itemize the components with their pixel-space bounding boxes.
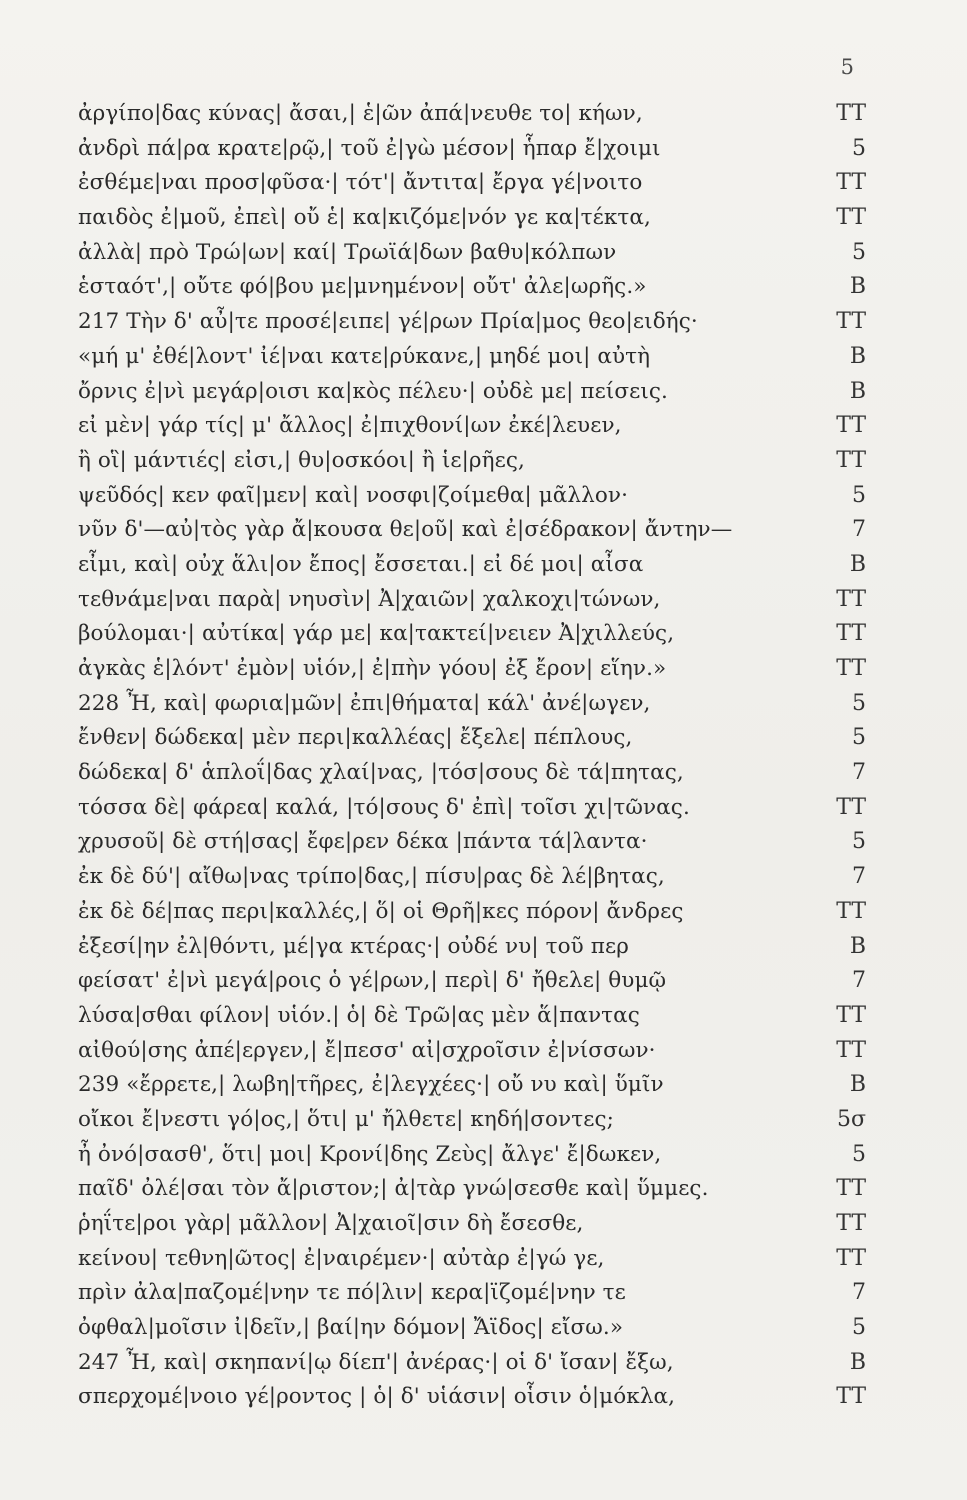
verse-line bbox=[78, 201, 866, 236]
line-tag: 7 bbox=[852, 968, 866, 994]
line-tag: TT bbox=[836, 1384, 866, 1410]
verse-text: ἐκ δὲ δύ'| αἴθω|νας τρίπο|δας,| πίσυ|ρας δὲ λέ|βητας, bbox=[78, 864, 665, 890]
line-tag: B bbox=[849, 933, 866, 959]
line-tag: 7 bbox=[852, 864, 866, 890]
line-tag: TT bbox=[836, 413, 866, 439]
verse-line bbox=[78, 513, 866, 548]
verse-line bbox=[78, 999, 866, 1034]
verse-line bbox=[78, 930, 866, 965]
verse-text: ἐξεσί|ην ἐλ|θόντι, μέ|γα κτέρας·| οὐδέ νυ| τοῦ περ bbox=[78, 933, 629, 959]
verse-text: ὀφθαλ|μοῖσιν ἰ|δεῖν,| βαί|ην δόμον| Ἄϊδος| εἴσω.» bbox=[78, 1315, 624, 1341]
line-tag: B bbox=[849, 1349, 866, 1375]
verse-line bbox=[78, 687, 866, 722]
verse-text: νῦν δ'—αὐ|τὸς γὰρ ἄ|κουσα θε|οῦ| καὶ ἐ|σέδρακον| ἄντην— bbox=[78, 517, 733, 543]
line-tag: TT bbox=[836, 309, 866, 335]
verse-line bbox=[78, 964, 866, 999]
line-tag: TT bbox=[836, 1002, 866, 1028]
verse-text: ῥηΐτε|ροι γὰρ| μᾶλλον| Ἀ|χαιοῖ|σιν δὴ ἔσεσθε, bbox=[78, 1211, 584, 1236]
line-tag: B bbox=[849, 378, 866, 404]
verse-text: λύσα|σθαι φίλον| υἱόν.| ὁ| δὲ Τρῶ|ας μὲν ἅ|παντας bbox=[78, 1002, 640, 1028]
verse-text: 228 Ἦ, καὶ| φωρια|μῶν| ἐπι|θήματα| κάλ' ἀνέ|ωγεν, bbox=[78, 690, 651, 716]
verse-line bbox=[78, 1276, 866, 1311]
verse-text: βούλομαι·| αὐτίκα| γάρ με| κα|τακτεί|νειεν Ἀ|χιλλεύς, bbox=[78, 621, 675, 647]
line-tag: 5 bbox=[852, 1141, 866, 1167]
verse-text: τεθνάμε|ναι παρὰ| νηυσὶν| Ἀ|χαιῶν| χαλκοχι|τώνων, bbox=[78, 586, 661, 612]
line-tag: 5 bbox=[852, 1315, 866, 1341]
verse-text: ἀγκὰς ἑ|λόντ' ἐμὸν| υἱόν,| ἐ|πὴν γόου| ἐξ ἔρον| εἵην.» bbox=[78, 656, 667, 681]
verse-text: πρὶν ἀλα|παζομέ|νην τε πό|λιν| κερα|ϊζομέ|νην τε bbox=[78, 1280, 626, 1306]
line-tag: TT bbox=[836, 621, 866, 647]
verse-line bbox=[78, 756, 866, 791]
verse-line bbox=[78, 1034, 866, 1069]
line-tag: TT bbox=[836, 1211, 866, 1236]
line-tag: TT bbox=[836, 1245, 866, 1271]
verse-line bbox=[78, 444, 866, 479]
verse-line bbox=[78, 860, 866, 895]
verse-line bbox=[78, 617, 866, 652]
verse-text: ψεῦδός| κεν φαῖ|μεν| καὶ| νοσφι|ζοίμεθα| μᾶλλον· bbox=[78, 482, 629, 508]
line-tag: TT bbox=[836, 1037, 866, 1063]
verse-text: ἀλλὰ| πρὸ Τρώ|ων| καί| Τρωϊά|δων βαθυ|κόλπων bbox=[78, 239, 617, 265]
verse-line bbox=[78, 479, 866, 514]
verse-line bbox=[78, 166, 866, 201]
line-tag: TT bbox=[836, 170, 866, 196]
verse-line bbox=[78, 132, 866, 167]
line-tag: TT bbox=[836, 586, 866, 612]
verse-text: οἴκοι ἔ|νεστι γό|ος,| ὅτι| μ' ἤλθετε| κηδή|σοντες; bbox=[78, 1106, 614, 1132]
verse-block bbox=[78, 97, 866, 1415]
verse-text: εἶμι, καὶ| οὐχ ἅλι|ον ἔπος| ἔσσεται.| εἰ δέ μοι| αἶσα bbox=[78, 551, 644, 577]
verse-text: αἰθού|σης ἀπέ|εργεν,| ἔ|πεσσ' αἰ|σχροῖσιν ἐ|νίσσων· bbox=[78, 1037, 656, 1063]
line-tag: 5 bbox=[852, 829, 866, 855]
verse-line bbox=[78, 409, 866, 444]
verse-text: χρυσοῦ| δὲ στή|σας| ἔφε|ρεν δέκα |πάντα τά|λαντα· bbox=[78, 829, 648, 855]
verse-text: ἐσθέμε|ναι προσ|φῦσα·| τότ'| ἄντιτα| ἔργα γέ|νοιτο bbox=[78, 170, 643, 196]
verse-line bbox=[78, 236, 866, 271]
line-tag: 7 bbox=[852, 760, 866, 786]
verse-line bbox=[78, 305, 866, 340]
verse-line bbox=[78, 721, 866, 756]
verse-text: εἰ μὲν| γάρ τίς| μ' ἄλλος| ἐ|πιχθονί|ων ἐκέ|λευεν, bbox=[78, 413, 622, 439]
verse-line bbox=[78, 895, 866, 930]
verse-line bbox=[78, 583, 866, 618]
line-tag: 5 bbox=[852, 239, 866, 265]
verse-text: παῖδ' ὀλέ|σαι τὸν ἄ|ριστον;| ἀ|τὰρ γνώ|σεσθε καὶ| ὕμμες. bbox=[78, 1176, 709, 1202]
line-tag: 5 bbox=[852, 482, 866, 508]
line-tag: 5 bbox=[852, 135, 866, 161]
verse-text: ἀργίπο|δας κύνας| ἄσαι,| ἑ|ῶν ἀπά|νευθε το| κήων, bbox=[78, 101, 643, 126]
verse-text: ἀνδρὶ πά|ρα κρατε|ρῷ,| τοῦ ἐ|γὼ μέσον| ἧπαρ ἔ|χοιμι bbox=[78, 135, 661, 161]
verse-line bbox=[78, 1380, 866, 1415]
verse-text: 239 «ἔρρετε,| λωβη|τῆρες, ἐ|λεγχέες·| οὔ νυ καὶ| ὕμῖν bbox=[78, 1072, 664, 1098]
line-tag: 5 bbox=[852, 690, 866, 716]
verse-text: «μή μ' ἐθέ|λοντ' ἰέ|ναι κατε|ρύκανε,| μηδέ μοι| αὐτὴ bbox=[78, 343, 651, 369]
page-number: 5 bbox=[840, 55, 854, 79]
verse-line bbox=[78, 270, 866, 305]
verse-line bbox=[78, 791, 866, 826]
line-tag: 7 bbox=[852, 517, 866, 543]
verse-text: 217 Τὴν δ' αὖ|τε προσέ|ειπε| γέ|ρων Πρία|μος θεο|ειδής· bbox=[78, 309, 698, 335]
verse-text: τόσσα δὲ| φάρεα| καλά, |τό|σους δ' ἐπὶ| τοῖσι χι|τῶνας. bbox=[78, 794, 690, 820]
verse-line bbox=[78, 1311, 866, 1346]
verse-line bbox=[78, 1068, 866, 1103]
verse-text: δώδεκα| δ' ἁπλοΐ|δας χλαί|νας, |τόσ|σους δὲ τά|πητας, bbox=[78, 760, 684, 786]
line-tag: TT bbox=[836, 656, 866, 681]
line-tag: TT bbox=[836, 101, 866, 126]
verse-text: 247 Ἦ, καὶ| σκηπανί|ῳ δίεπ'| ἀνέρας·| οἱ δ' ἴσαν| ἔξω, bbox=[78, 1349, 674, 1375]
line-tag: TT bbox=[836, 447, 866, 473]
verse-text: ἔνθεν| δώδεκα| μὲν περι|καλλέας| ἔξελε| πέπλους, bbox=[78, 725, 633, 751]
verse-line bbox=[78, 548, 866, 583]
line-tag: TT bbox=[836, 794, 866, 820]
verse-line bbox=[78, 1242, 866, 1277]
verse-line bbox=[78, 1138, 866, 1173]
verse-line bbox=[78, 340, 866, 375]
verse-line bbox=[78, 652, 866, 687]
verse-text: ἐκ δὲ δέ|πας περι|καλλές,| ὅ| οἱ Θρῆ|κες πόρον| ἄνδρες bbox=[78, 898, 684, 924]
line-tag: TT bbox=[836, 205, 866, 231]
line-tag: B bbox=[849, 343, 866, 369]
verse-line bbox=[78, 1346, 866, 1381]
verse-line bbox=[78, 825, 866, 860]
verse-text: παιδὸς ἐ|μοῦ, ἐπεὶ| οὔ ἑ| κα|κιζόμε|νόν γε κα|τέκτα, bbox=[78, 205, 651, 231]
verse-line bbox=[78, 375, 866, 410]
verse-text: φείσατ' ἐ|νὶ μεγά|ροις ὁ γέ|ρων,| περὶ| δ' ἤθελε| θυμῷ bbox=[78, 968, 667, 994]
line-tag: 5σ bbox=[836, 1106, 866, 1132]
line-tag: TT bbox=[836, 1176, 866, 1202]
verse-text: κείνου| τεθνη|ῶτος| ἐ|ναιρέμεν·| αὐτὰρ ἐ|γώ γε, bbox=[78, 1245, 605, 1271]
line-tag: B bbox=[849, 1072, 866, 1098]
verse-text: σπερχομέ|νοιο γέ|ροντος | ὁ| δ' υἱάσιν| οἷσιν ὁ|μόκλα, bbox=[78, 1384, 676, 1410]
verse-line bbox=[78, 1207, 866, 1242]
line-tag: B bbox=[849, 274, 866, 300]
verse-text: ὄρνις ἐ|νὶ μεγάρ|οισι κα|κὸς πέλευ·| οὐδὲ με| πείσεις. bbox=[78, 378, 668, 404]
line-tag: 5 bbox=[852, 725, 866, 751]
verse-line bbox=[78, 1172, 866, 1207]
verse-text: ἑσταότ',| οὔτε φό|βου με|μνημένον| οὔτ' ἀλε|ωρῆς.» bbox=[78, 274, 647, 300]
verse-line bbox=[78, 1103, 866, 1138]
line-tag: 7 bbox=[852, 1280, 866, 1306]
verse-text: ἢ οἳ| μάντιές| εἰσι,| θυ|οσκόοι| ἢ ἱε|ρῆες, bbox=[78, 447, 525, 473]
line-tag: B bbox=[849, 551, 866, 577]
verse-text: ἦ ὀνό|σασθ', ὅτι| μοι| Κρονί|δης Ζεὺς| ἄλγε' ἔ|δωκεν, bbox=[78, 1141, 662, 1167]
verse-line bbox=[78, 97, 866, 132]
line-tag: TT bbox=[836, 898, 866, 924]
